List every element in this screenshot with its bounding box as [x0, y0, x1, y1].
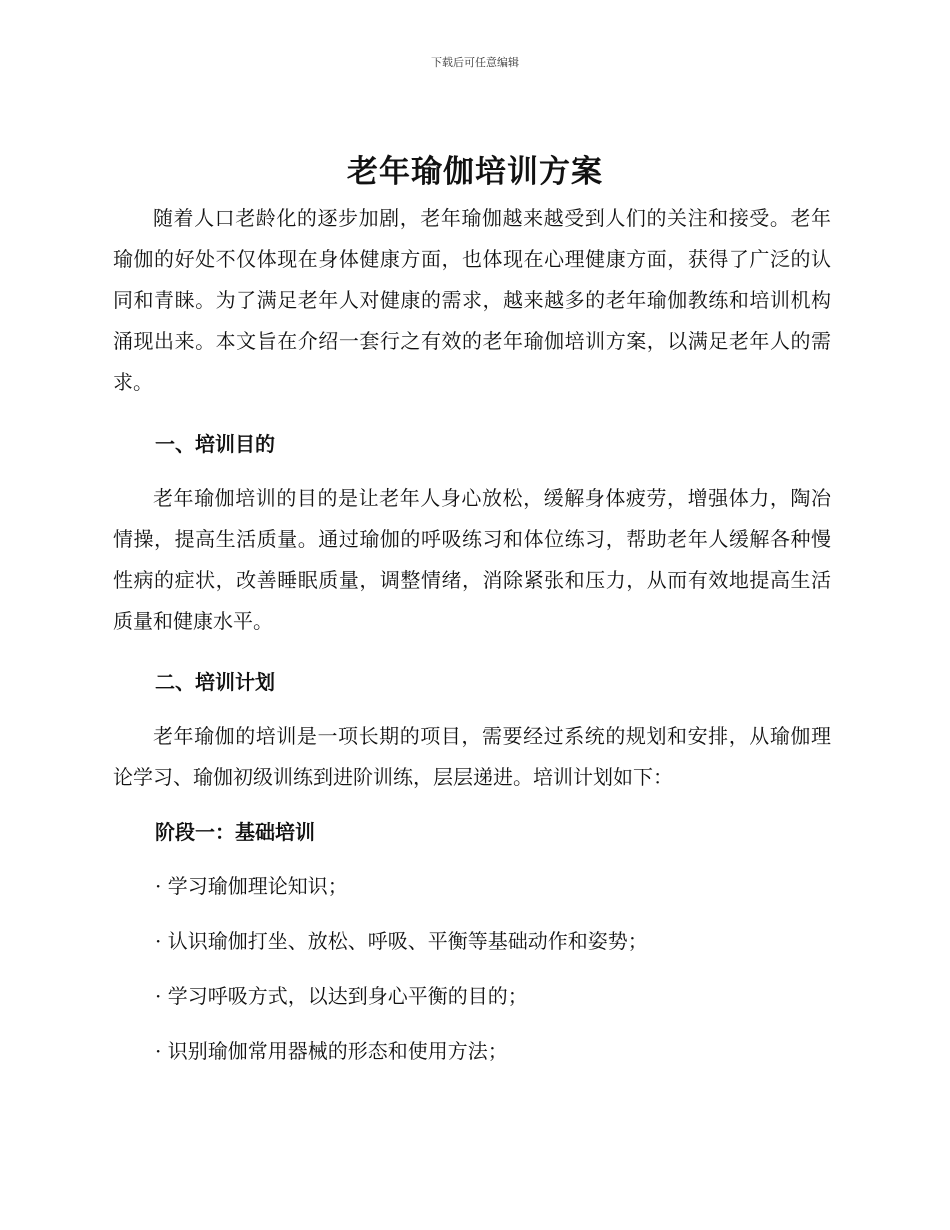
list-item: · 学习瑜伽理论知识； — [155, 874, 348, 898]
list-item: · 学习呼吸方式，以达到身心平衡的目的； — [155, 984, 528, 1008]
purpose-paragraph: 老年瑜伽培训的目的是让老年人身心放松，缓解身体疲劳，增强体力，陶冶情操，提高生活质量。通过瑜伽的呼吸练习和体位练习，帮助老年人缓解各种慢性病的症状，改善睡眠质量，调整情绪，消除紧张和压力，从而有效地提高生活质量和健康水平。 — [113, 486, 831, 633]
section-heading-purpose: 一、培训目的 — [155, 432, 275, 456]
plan-paragraph: 老年瑜伽的培训是一项长期的项目，需要经过系统的规划和安排，从瑜伽理论学习、瑜伽初级训练到进阶训练，层层递进。培训计划如下： — [113, 724, 831, 789]
section-heading-plan: 二、培训计划 — [155, 670, 275, 694]
list-item: · 认识瑜伽打坐、放松、呼吸、平衡等基础动作和姿势； — [155, 929, 648, 953]
intro-paragraph: 随着人口老龄化的逐步加剧，老年瑜伽越来越受到人们的关注和接受。老年瑜伽的好处不仅体现在身体健康方面，也体现在心理健康方面，获得了广泛的认同和青睐。为了满足老年人对健康的需求，越来越多的老年瑜伽教练和培训机构涌现出来。本文旨在介绍一套行之有效的老年瑜伽培训方案，以满足老年人的需求。 — [113, 206, 831, 394]
document-title: 老年瑜伽培训方案 — [347, 154, 603, 190]
page-header-note: 下载后可任意编辑 — [431, 56, 519, 69]
list-item: · 识别瑜伽常用器械的形态和使用方法； — [155, 1039, 508, 1063]
stage-one-heading: 阶段一：基础培训 — [155, 820, 315, 844]
